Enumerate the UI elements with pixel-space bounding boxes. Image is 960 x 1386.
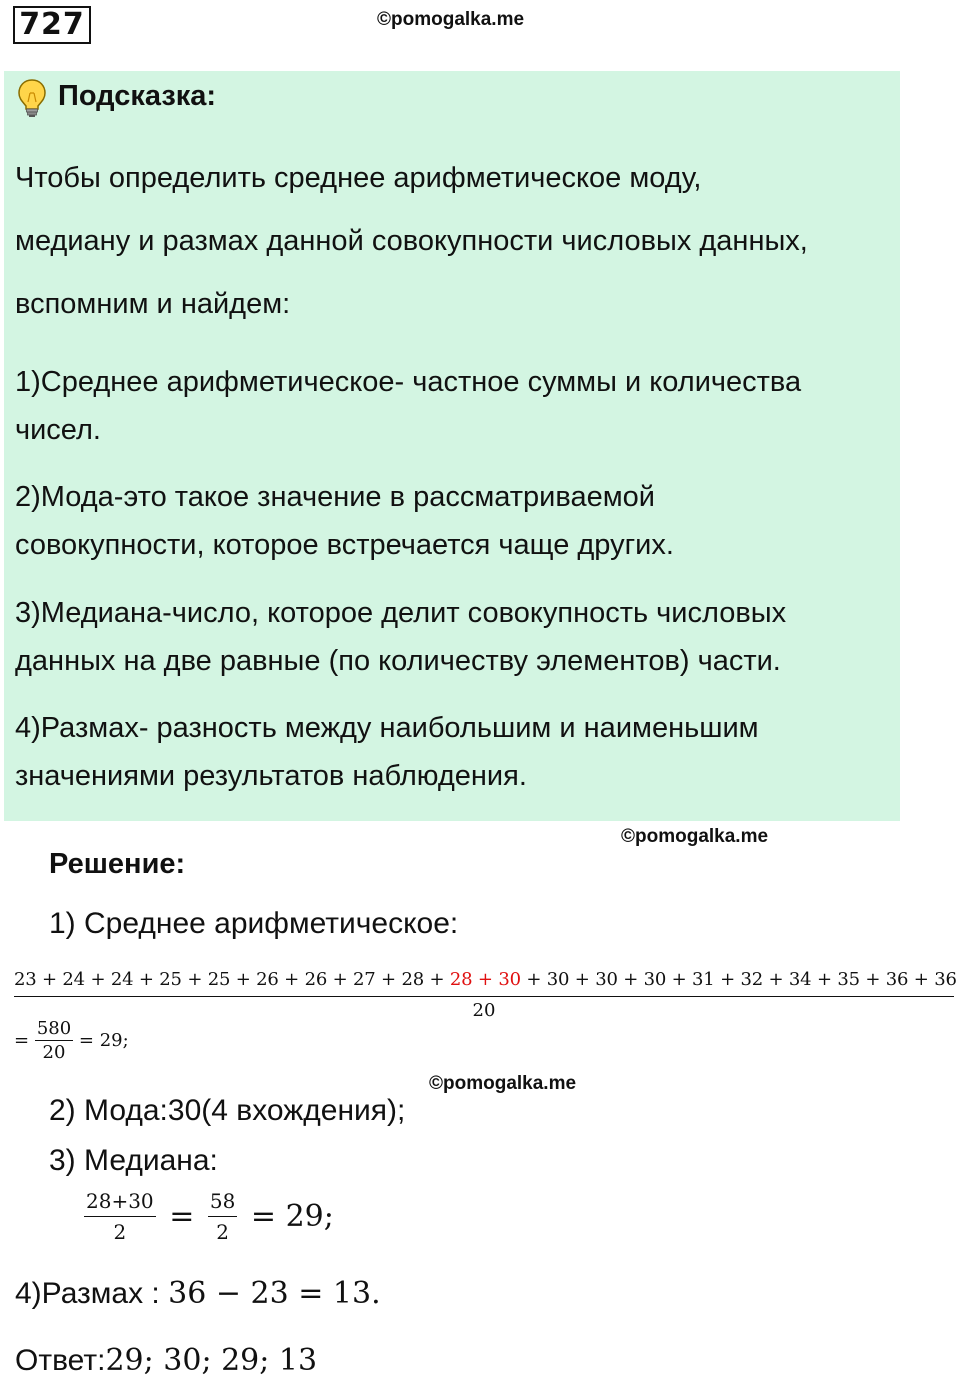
watermark-middle: ©pomogalka.me [621,826,769,847]
step1-label: 1) Среднее арифметическое: [49,907,459,940]
hint-point-4 [15,704,759,800]
solution-title: Решение: [49,848,186,880]
hint-point-2 [15,473,674,569]
mean-fraction-num: 580 [36,1018,72,1039]
median-expression [84,1189,334,1244]
sum-denominator: 20 [472,1000,496,1021]
mean-eq-sign: = [14,1030,30,1051]
watermark-top: ©pomogalka.me [377,9,525,30]
sum-part-highlight: 28 + 30 [449,969,521,990]
hint-point-3 [15,589,786,685]
median-fraction-1 [84,1189,156,1244]
answer [15,1343,317,1378]
median-fraction-2-den: 2 [216,1220,229,1244]
watermark-bottom: ©pomogalka.me [429,1073,577,1094]
hint-title: Подсказка: [58,80,217,112]
step4-expression: 36 − 23 = 13. [168,1276,381,1311]
step4-label: 4)Размах : [15,1277,160,1310]
median-result-tail: = 29; [250,1199,334,1234]
median-fraction-2 [208,1189,237,1244]
median-fraction-1-num: 28+30 [84,1189,156,1217]
median-eq-sign: = [169,1199,195,1234]
hint-point-3-line-1: 3)Медиана-число, которое делит совокупность числовых [15,597,787,629]
median-fraction-1-den: 2 [113,1220,127,1244]
hint-point-3-line-2: данных на две равные (по количеству элементов) части. [15,645,781,677]
mean-result-tail: = 29; [78,1030,129,1051]
hint-point-2-line-2: совокупности, которое встречается чаще других. [15,529,674,561]
answer-label: Ответ: [15,1344,106,1377]
step2-mode: 2) Мода:30(4 вхождения); [49,1094,406,1127]
hint-point-4-line-1: 4)Размах- разность между наибольшим и наименьшим [15,712,759,744]
answer-values: 29; 30; 29; 13 [105,1343,318,1378]
step3-label: 3) Медиана: [49,1144,218,1177]
sum-part-after: + 30 + 30 + 30 + 31 + 32 + 34 + 35 + 36 + 36 [526,969,957,990]
step4-range [15,1276,381,1311]
hint-point-1-line-2: чисел. [15,414,101,446]
task-number: 727 [13,6,91,44]
mean-fraction-den: 20 [42,1042,66,1063]
hint-intro-line-2: медиану и размах данной совокупности числовых данных, [15,225,808,257]
mean-fraction [35,1018,73,1063]
hint-intro-line-3: вспомним и найдем: [15,288,291,320]
hint-point-2-line-1: 2)Мода-это такое значение в рассматриваемой [15,481,655,513]
sum-part-before: 23 + 24 + 24 + 25 + 25 + 26 + 26 + 27 + 28 + [14,969,445,990]
sum-fraction-bar [14,996,954,997]
lightbulb-icon [17,78,47,118]
median-fraction-2-num: 58 [208,1189,237,1217]
mean-result [14,1018,129,1063]
hint-intro-line-1: Чтобы определить среднее арифметическое моду, [15,162,702,194]
hint-point-4-line-2: значениями результатов наблюдения. [15,760,527,792]
hint-point-1 [15,358,801,454]
sum-numerator [14,969,957,990]
hint-point-1-line-1: 1)Среднее арифметическое- частное суммы и количества [15,366,802,398]
